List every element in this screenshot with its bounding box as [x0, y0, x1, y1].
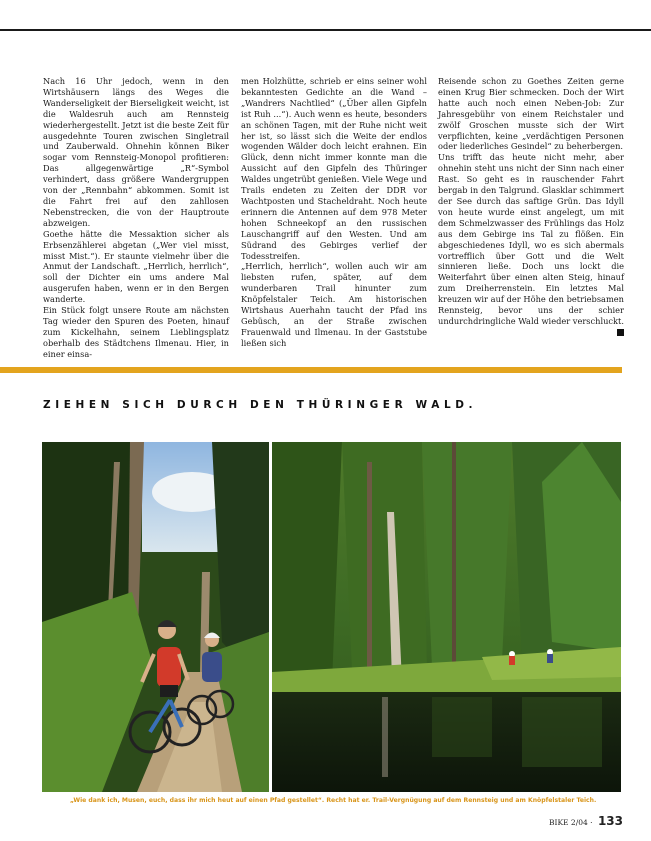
top-rule	[0, 29, 651, 31]
paragraph: men Holzhütte, schrieb er eins seiner wohl bekanntesten Gedichte an die Wand – „Wandrers Nachtlied“ („Über allen Gipfeln ist Ruh ...“). Auch wenn es heute, besonders an schönen Tagen, mit der Ruhe nicht weit her ist, so lässt sich die Weite der endlos wogenden Wälder doch leicht erahnen. Ein Glück, denn nicht immer konnte man die Aussicht auf den Gipfeln des Thüringer Waldes ungetrübt genießen. Viele Wege und Trails endeten zu Zeiten der DDR vor Wachtposten und Stacheldraht. Noch heute erinnern die Antennen auf dem 978 Meter hohen Schneekopf an den russischen Lauschangriff auf den Westen. Und am Südrand des Gebirges verlief der Todesstreifen.	[241, 76, 427, 261]
end-mark-icon	[617, 329, 624, 336]
paragraph-text: Uns trifft das heute nicht mehr, aber ohnehin steht uns nicht der Sinn nach einer Rast. So geht es in rauschender Fahrt bergab in den Talgrund. Glasklar schimmert der See durch das saftige Grün. Das Idyll von heute wurde einst angelegt, um mit dem Schmelzwasser des Frühlings das Holz aus dem Gebirge ins Tal zu flößen. Ein abgeschiedenes Idyll, wo es sich abermals vortrefflich über Gott und die Welt sinnieren ließe. Doch uns lockt die Weiterfahrt über einen alten Steig, hinauf zum Dreiherrenstein. Ein letztes Mal kreuzen wir auf der Höhe den betriebsamen Rennsteig, bevor uns der schier undurchdringliche Wald wieder verschluckt.	[438, 152, 624, 326]
article-column-3	[438, 76, 624, 336]
paragraph: Ein Stück folgt unsere Route am nächsten Tag wieder den Spuren des Poeten, hinauf zum Kickelhahn, seinem Lieblingsplatz oberhalb des Städtchens Ilmenau. Hier, in einer einsa-	[43, 305, 229, 359]
paragraph: „Herrlich, herrlich“, wollen auch wir am liebsten rufen, später, auf dem wunderbaren Trail hinunter zum Knöpfelstaler Teich. Am historischen Wirtshaus Auerhahn taucht der Pfad ins Gebüsch, an der Straße zwischen Frauenwald und Ilmenau. In der Gaststube ließen sich	[241, 261, 427, 348]
photo-spread	[42, 442, 621, 792]
photo-bikers	[42, 442, 269, 792]
page-number: 133	[597, 814, 623, 828]
photo-pond	[272, 442, 621, 792]
paragraph: Reisende schon zu Goethes Zeiten gerne einen Krug Bier schmecken. Doch der Wirt hatte auch noch einen Neben-Job: Zur Jahresgebühr von einem Reichstaler und zwölf Groschen musste sich der Wirt verpflichten, keine „verdächtigen Personen oder liederliches Gesindel“ zu beherbergen.	[438, 76, 624, 152]
magazine-issue: BIKE 2/04	[548, 818, 588, 827]
page-folio	[549, 814, 623, 828]
paragraph	[438, 152, 624, 327]
paragraph: Nach 16 Uhr jedoch, wenn in den Wirtshäusern längs des Weges die Wanderseligkeit der Bierseligkeit weicht, ist die Waldesruh auch am Rennsteig wiederhergestellt. Jetzt ist die beste Zeit für ausgedehnte Touren zwischen Singletrail und Zauberwald. Ohnehin können Biker sogar vom Rennsteig-Monopol profitieren: Das allgegenwärtige „R“-Symbol verhindert, dass größere Wandergruppen von der „Rennbahn“ abkommen. Somit ist die Fahrt frei auf den zahllosen Nebenstrecken, die von der Hauptroute abzweigen.	[43, 76, 230, 228]
folio-separator: ·	[590, 818, 593, 827]
photo-caption: „Wie dank ich, Musen, euch, dass ihr mich heut auf einen Pfad gestellet“. Recht hat er. Trail-Vergnügung auf dem Rennsteig und am Knöpfelstaler Teich.	[70, 797, 597, 804]
article-column-2	[241, 76, 427, 349]
paragraph: Goethe hätte die Messaktion sicher als Erbsenzählerei abgetan („Wer viel misst, misst Mist.“). Er staunte vielmehr über die Anmut der Landschaft. „Herrlich, herrlich“, soll der Dichter ein ums andere Mal ausgerufen haben, wenn er in den Bergen wanderte.	[43, 228, 229, 305]
kicker-headline: ZIEHEN SICH DURCH DEN THÜRINGER WALD.	[43, 399, 478, 411]
accent-rule	[0, 367, 622, 373]
article-column-1	[43, 76, 229, 360]
